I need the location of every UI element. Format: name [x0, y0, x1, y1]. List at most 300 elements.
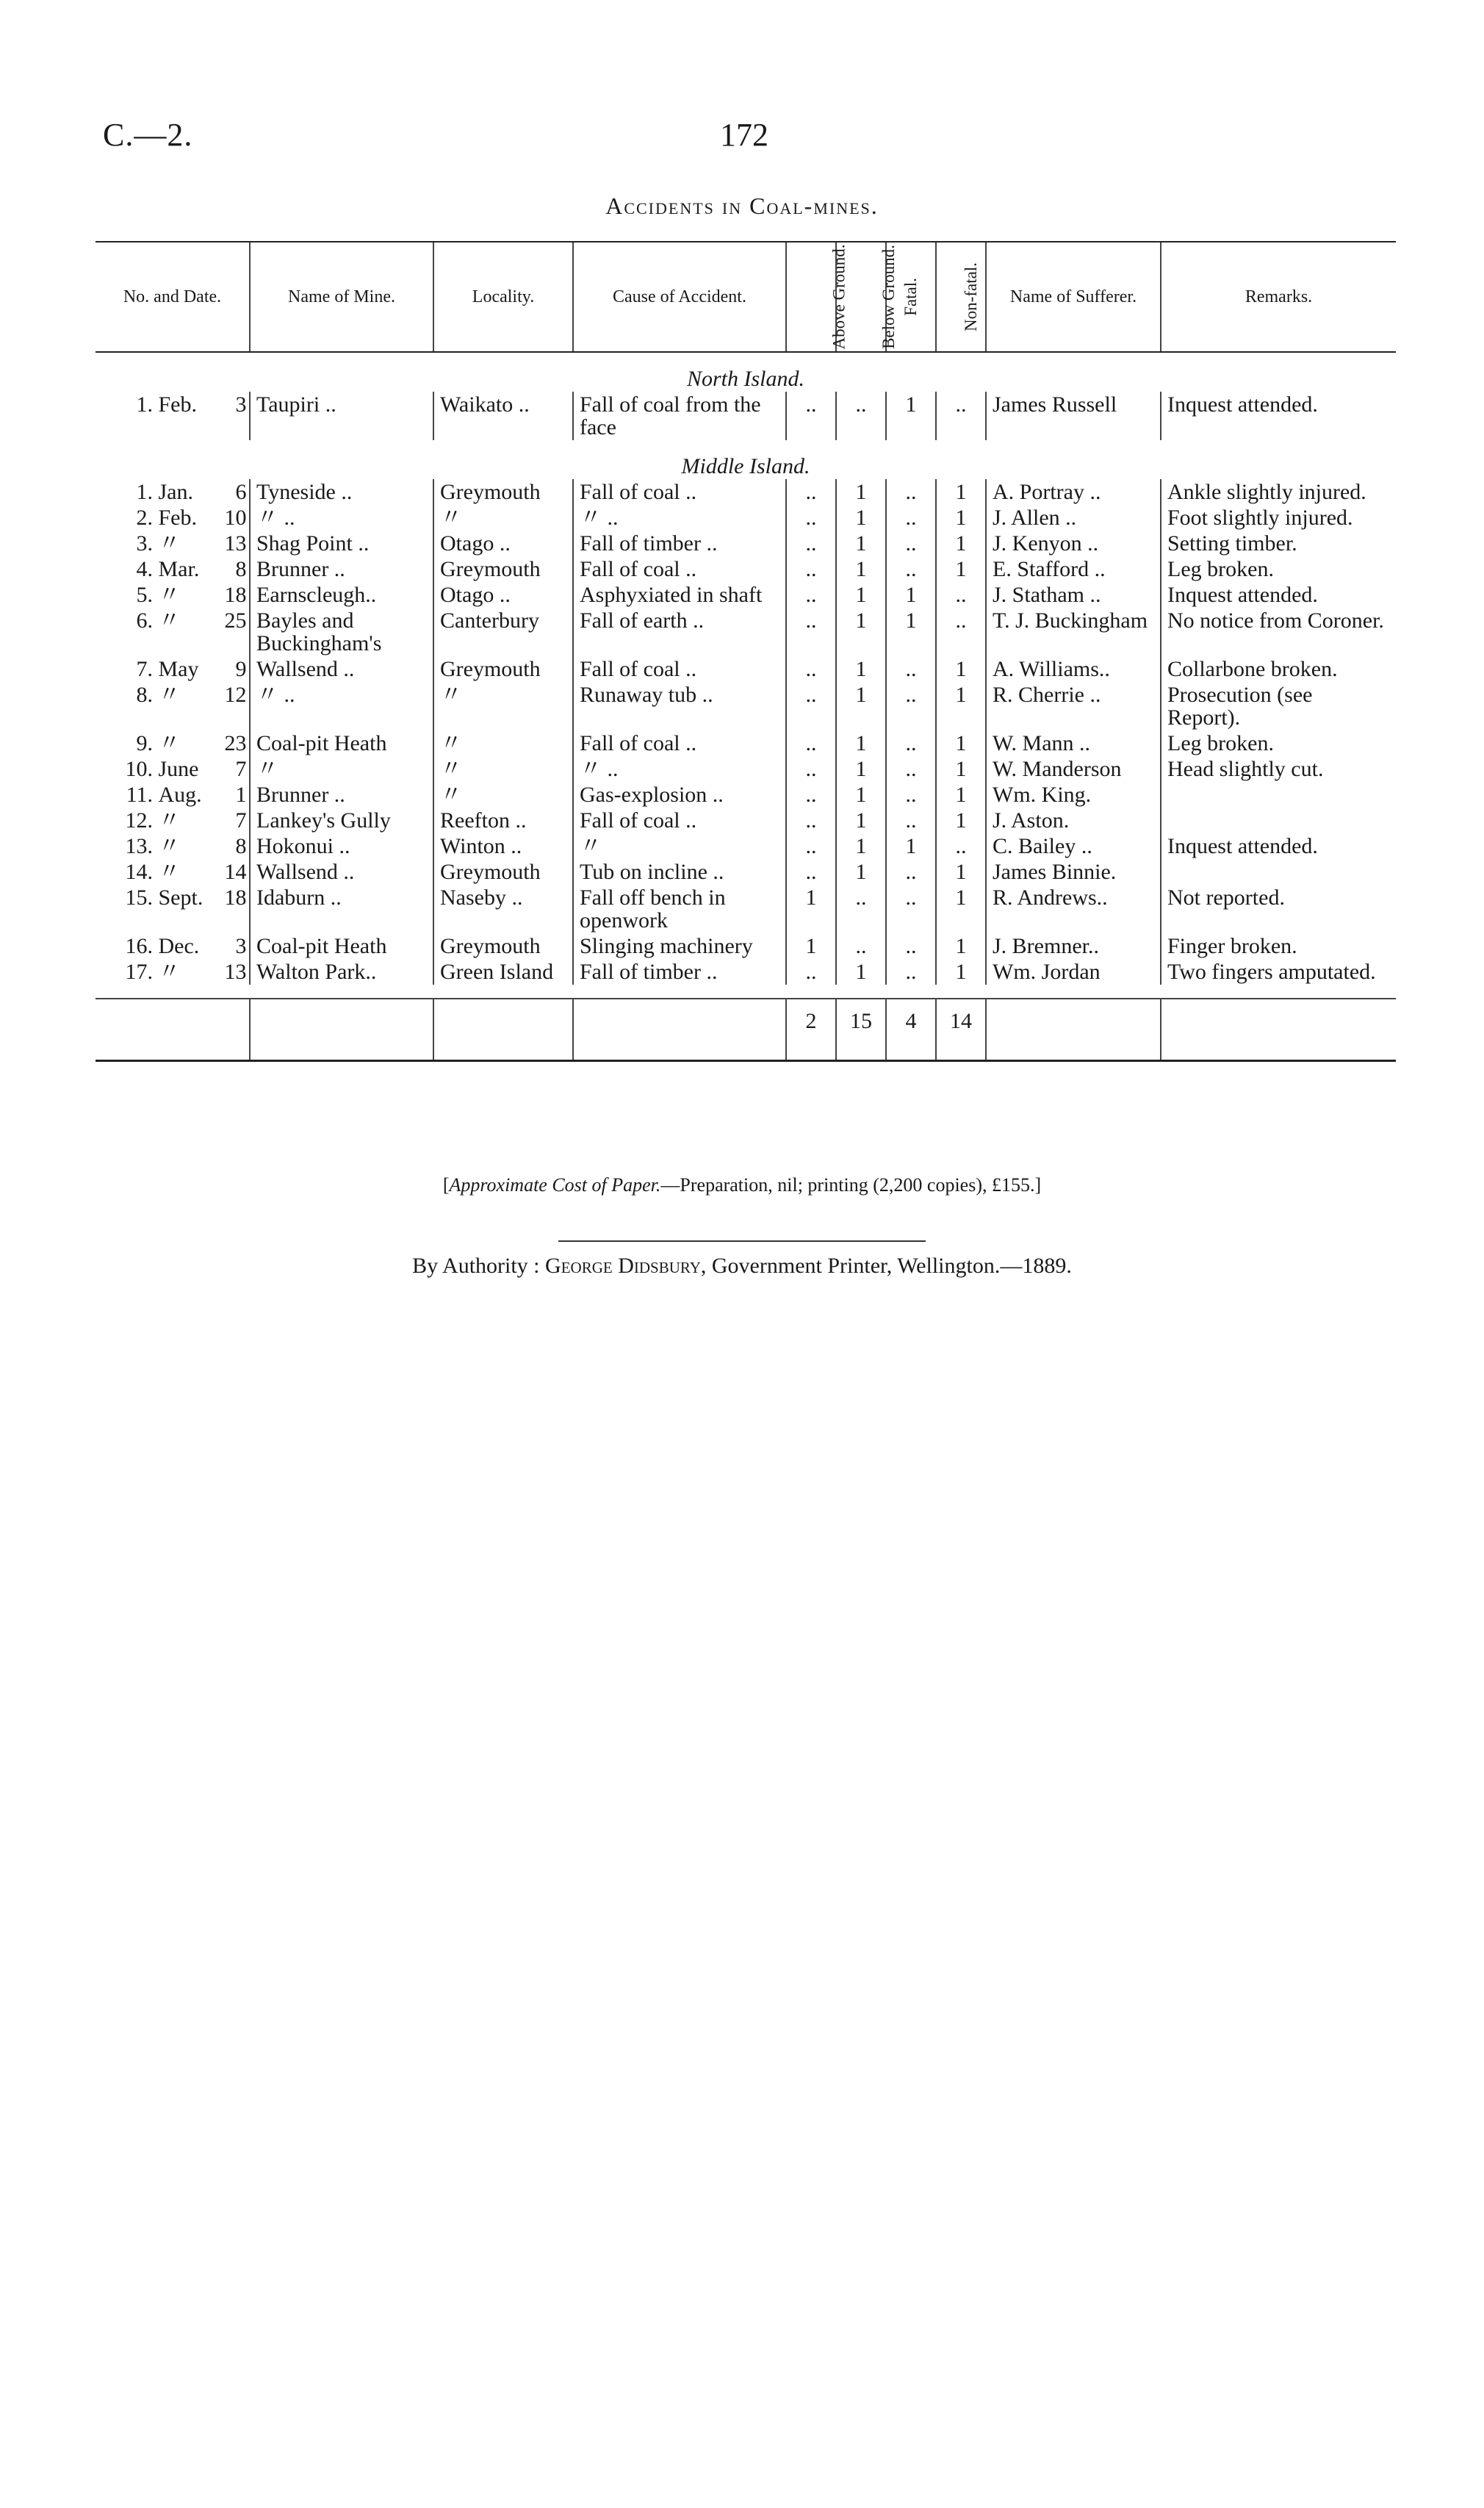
col-header-mine: Name of Mine.: [250, 242, 433, 352]
cell-cause: Asphyxiated in shaft: [573, 582, 786, 608]
cell-nonfatal: 1: [936, 959, 986, 985]
cell-remarks: Leg broken.: [1161, 556, 1396, 582]
entry-day: 8: [235, 834, 247, 858]
cell-no-date: [96, 531, 250, 556]
cell-fatal: ..: [886, 782, 936, 808]
entry-day: 13: [224, 960, 247, 984]
entry-number: 17.: [125, 960, 153, 984]
document-code: C.—2.: [103, 117, 193, 153]
totals-blank-cell: [573, 999, 786, 1041]
cell-sufferer: Wm. King.: [986, 782, 1161, 808]
entry-month: 〃: [158, 860, 181, 884]
table-row: [96, 730, 1396, 756]
totals-blank-cell: [96, 999, 250, 1041]
entry-day: 7: [235, 808, 247, 833]
entry-number: 9.: [136, 731, 153, 755]
entry-number: 16.: [125, 934, 153, 958]
cell-cause: Slinging machinery: [573, 933, 786, 959]
cell-fatal: ..: [886, 933, 936, 959]
cell-above: ..: [786, 392, 836, 440]
cell-sufferer: James Binnie.: [986, 859, 1161, 885]
entry-month: Aug.: [158, 783, 202, 807]
entry-month: Mar.: [158, 557, 200, 581]
total-below: 15: [836, 999, 886, 1041]
cell-sufferer: R. Andrews..: [986, 885, 1161, 933]
entry-month: 〃: [158, 808, 181, 833]
cell-locality: Greymouth: [433, 556, 573, 582]
cell-remarks: Two fingers amputated.: [1161, 959, 1396, 985]
entry-month: 〃: [158, 834, 181, 858]
cell-mine: Wallsend ..: [250, 656, 433, 682]
cell-nonfatal: 1: [936, 933, 986, 959]
cell-no-date: [96, 505, 250, 531]
cost-note-rest: —Preparation, nil; printing (2,200 copies), £155.: [660, 1174, 1035, 1196]
col-header-nonfatal: [936, 242, 986, 352]
entry-number: 4.: [136, 557, 153, 581]
entry-number: 14.: [125, 860, 153, 884]
spacer-row: [96, 985, 1396, 999]
cell-nonfatal: 1: [936, 808, 986, 833]
cell-above: ..: [786, 656, 836, 682]
cell-no-date: [96, 682, 250, 730]
table-row: [96, 479, 1396, 505]
entry-day: 25: [224, 608, 247, 633]
cell-below: ..: [836, 885, 886, 933]
cell-mine: Walton Park..: [250, 959, 433, 985]
section-heading-row: [96, 440, 1396, 479]
table-row: [96, 859, 1396, 885]
entry-day: 12: [224, 683, 247, 707]
authority-suffix: Government Printer, Wellington.—1889.: [711, 1254, 1072, 1278]
entry-month: Sept.: [158, 885, 203, 910]
section-heading-row: [96, 352, 1396, 392]
entry-month: 〃: [158, 531, 181, 556]
spacer-cell: [96, 985, 1396, 999]
cell-below: 1: [836, 608, 886, 656]
cell-sufferer: W. Mann ..: [986, 730, 1161, 756]
entry-day: 1: [235, 783, 247, 807]
cell-below: 1: [836, 782, 886, 808]
table-row: [96, 608, 1396, 656]
table-row: [96, 531, 1396, 556]
cell-no-date: [96, 782, 250, 808]
cost-note: [Approximate Cost of Paper.—Preparation, nil; printing (2,200 copies), £155.]: [442, 1174, 1042, 1196]
col-header-remarks: Remarks.: [1161, 242, 1396, 352]
cell-sufferer: J. Bremner..: [986, 933, 1161, 959]
cell-remarks: Not reported.: [1161, 885, 1396, 933]
entry-day: 3: [235, 934, 247, 958]
cell-above: ..: [786, 859, 836, 885]
table-end-rule: [96, 1041, 1396, 1061]
entry-number: 10.: [125, 757, 153, 781]
cell-remarks: [1161, 808, 1396, 833]
end-rule-cell: [96, 1041, 250, 1061]
cell-no-date: [96, 582, 250, 608]
cell-locality: Waikato ..: [433, 392, 573, 440]
cell-no-date: [96, 833, 250, 859]
cell-nonfatal: 1: [936, 656, 986, 682]
end-rule-cell: [786, 1041, 836, 1061]
cell-sufferer: W. Manderson: [986, 756, 1161, 782]
cell-remarks: Head slightly cut.: [1161, 756, 1396, 782]
end-rule-cell: [1161, 1041, 1396, 1061]
col-header-above-label: Above Ground.: [829, 243, 849, 350]
table-row: [96, 782, 1396, 808]
cell-cause: Fall of coal ..: [573, 556, 786, 582]
table-row: [96, 885, 1396, 933]
totals-blank-cell: [986, 999, 1161, 1041]
cell-remarks: [1161, 859, 1396, 885]
table-body: [96, 352, 1396, 1061]
table-row: [96, 833, 1396, 859]
cell-mine: Coal-pit Heath: [250, 933, 433, 959]
cell-fatal: ..: [886, 479, 936, 505]
cell-nonfatal: 1: [936, 505, 986, 531]
cell-sufferer: A. Williams..: [986, 656, 1161, 682]
cell-cause: Fall of coal ..: [573, 730, 786, 756]
cell-no-date: [96, 656, 250, 682]
entry-number: 11.: [126, 783, 153, 807]
cell-remarks: Foot slightly injured.: [1161, 505, 1396, 531]
cell-no-date: [96, 730, 250, 756]
cell-mine: Brunner ..: [250, 556, 433, 582]
printer-name: George Didsbury,: [545, 1254, 707, 1278]
cell-cause: Fall off bench in openwork: [573, 885, 786, 933]
col-header-fatal-label: Fatal.: [901, 277, 920, 316]
cell-nonfatal: 1: [936, 859, 986, 885]
cell-locality: Canterbury: [433, 608, 573, 656]
total-fatal: 4: [886, 999, 936, 1041]
cell-cause: Runaway tub ..: [573, 682, 786, 730]
entry-number: 7.: [136, 657, 153, 681]
cell-sufferer: E. Stafford ..: [986, 556, 1161, 582]
cell-cause: 〃 ..: [573, 756, 786, 782]
total-nonfatal: 14: [936, 999, 986, 1041]
cell-no-date: [96, 479, 250, 505]
entry-month: 〃: [158, 583, 181, 607]
cell-below: 1: [836, 756, 886, 782]
cell-below: 1: [836, 959, 886, 985]
cell-locality: 〃: [433, 782, 573, 808]
cell-above: ..: [786, 608, 836, 656]
end-rule-cell: [433, 1041, 573, 1061]
cell-below: 1: [836, 531, 886, 556]
entry-number: 6.: [136, 608, 153, 633]
cell-above: 1: [786, 933, 836, 959]
cell-below: 1: [836, 859, 886, 885]
cell-mine: Tyneside ..: [250, 479, 433, 505]
cell-locality: 〃: [433, 505, 573, 531]
end-rule-cell: [836, 1041, 886, 1061]
cell-sufferer: A. Portray ..: [986, 479, 1161, 505]
cell-sufferer: T. J. Buckingham: [986, 608, 1161, 656]
cell-locality: Greymouth: [433, 933, 573, 959]
cost-note-italic: Approximate Cost of Paper.: [449, 1174, 661, 1196]
cell-above: ..: [786, 556, 836, 582]
table-row: [96, 392, 1396, 440]
cell-fatal: 1: [886, 582, 936, 608]
cell-mine: 〃 ..: [250, 505, 433, 531]
cell-no-date: [96, 859, 250, 885]
cell-no-date: [96, 556, 250, 582]
entry-day: 18: [224, 583, 247, 607]
cell-nonfatal: ..: [936, 392, 986, 440]
cell-sufferer: J. Kenyon ..: [986, 531, 1161, 556]
cell-nonfatal: 1: [936, 885, 986, 933]
entry-number: 1.: [136, 392, 153, 417]
cell-no-date: [96, 959, 250, 985]
cell-locality: Green Island: [433, 959, 573, 985]
cell-remarks: Inquest attended.: [1161, 392, 1396, 440]
cell-below: 1: [836, 556, 886, 582]
cell-mine: 〃 ..: [250, 682, 433, 730]
cell-remarks: Inquest attended.: [1161, 582, 1396, 608]
cell-fatal: ..: [886, 808, 936, 833]
entry-day: 8: [235, 557, 247, 581]
entry-day: 23: [224, 731, 247, 755]
table-row: [96, 682, 1396, 730]
cell-below: 1: [836, 582, 886, 608]
col-header-below-label: Below Ground.: [879, 244, 898, 349]
cell-above: ..: [786, 531, 836, 556]
cell-fatal: ..: [886, 859, 936, 885]
cell-locality: 〃: [433, 730, 573, 756]
cell-nonfatal: 1: [936, 730, 986, 756]
table-row: [96, 556, 1396, 582]
table-row: [96, 959, 1396, 985]
entry-day: 14: [224, 860, 247, 884]
cell-cause: Fall of coal ..: [573, 656, 786, 682]
cell-no-date: [96, 608, 250, 656]
cell-remarks: Ankle slightly injured.: [1161, 479, 1396, 505]
cell-fatal: ..: [886, 959, 936, 985]
accidents-table: [96, 241, 1396, 1062]
cell-above: ..: [786, 782, 836, 808]
cell-above: ..: [786, 833, 836, 859]
cell-above: 1: [786, 885, 836, 933]
entry-day: 7: [235, 757, 247, 781]
entry-number: 8.: [136, 683, 153, 707]
cell-sufferer: C. Bailey ..: [986, 833, 1161, 859]
cell-above: ..: [786, 582, 836, 608]
entry-day: 3: [235, 392, 247, 417]
cell-fatal: ..: [886, 505, 936, 531]
cell-locality: Otago ..: [433, 531, 573, 556]
entry-day: 6: [235, 480, 247, 504]
cell-locality: Greymouth: [433, 479, 573, 505]
cell-sufferer: J. Statham ..: [986, 582, 1161, 608]
cell-locality: Reefton ..: [433, 808, 573, 833]
entry-number: 12.: [125, 808, 153, 833]
authority-prefix: By Authority :: [412, 1254, 540, 1278]
accidents-table-container: [96, 241, 1396, 1062]
entry-month: 〃: [158, 683, 181, 707]
totals-blank-cell: [250, 999, 433, 1041]
cell-above: ..: [786, 808, 836, 833]
cell-no-date: [96, 392, 250, 440]
col-header-no-date: No. and Date.: [96, 242, 250, 352]
table-row: [96, 756, 1396, 782]
section-heading: North Island.: [686, 367, 805, 391]
cell-below: 1: [836, 833, 886, 859]
cell-sufferer: J. Allen ..: [986, 505, 1161, 531]
cell-below: 1: [836, 808, 886, 833]
entry-number: 13.: [125, 834, 153, 858]
cell-above: ..: [786, 730, 836, 756]
col-header-sufferer: Name of Sufferer.: [986, 242, 1161, 352]
entry-day: 18: [224, 885, 247, 910]
totals-row: [96, 999, 1396, 1041]
cell-fatal: 1: [886, 392, 936, 440]
divider-rule: [558, 1240, 926, 1242]
cell-fatal: 1: [886, 833, 936, 859]
cell-below: 1: [836, 505, 886, 531]
cell-mine: Shag Point ..: [250, 531, 433, 556]
cell-fatal: ..: [886, 885, 936, 933]
table-row: [96, 582, 1396, 608]
cell-mine: 〃: [250, 756, 433, 782]
table-row: [96, 808, 1396, 833]
cell-below: 1: [836, 682, 886, 730]
cell-above: ..: [786, 682, 836, 730]
cell-cause: Fall of coal ..: [573, 479, 786, 505]
cell-cause: 〃: [573, 833, 786, 859]
cell-locality: Greymouth: [433, 656, 573, 682]
cell-locality: Greymouth: [433, 859, 573, 885]
entry-number: 2.: [136, 506, 153, 530]
table-row: [96, 656, 1396, 682]
cell-nonfatal: 1: [936, 756, 986, 782]
cell-sufferer: R. Cherrie ..: [986, 682, 1161, 730]
authority-line: [0, 1254, 1484, 1279]
cell-fatal: ..: [886, 531, 936, 556]
cell-below: 1: [836, 730, 886, 756]
cell-remarks: Leg broken.: [1161, 730, 1396, 756]
cell-mine: Taupiri ..: [250, 392, 433, 440]
cell-fatal: ..: [886, 682, 936, 730]
cell-locality: Naseby ..: [433, 885, 573, 933]
cell-no-date: [96, 808, 250, 833]
cell-sufferer: Wm. Jordan: [986, 959, 1161, 985]
cell-cause: Fall of coal ..: [573, 808, 786, 833]
table-title: Accidents in Coal-mines.: [605, 193, 879, 219]
entry-number: 5.: [136, 583, 153, 607]
cell-fatal: ..: [886, 656, 936, 682]
entry-month: Feb.: [158, 506, 197, 530]
entry-number: 1.: [136, 480, 153, 504]
cell-below: 1: [836, 656, 886, 682]
cell-mine: Wallsend ..: [250, 859, 433, 885]
cell-mine: Brunner ..: [250, 782, 433, 808]
cell-below: 1: [836, 479, 886, 505]
cell-fatal: 1: [886, 608, 936, 656]
cell-fatal: ..: [886, 556, 936, 582]
end-rule-cell: [986, 1041, 1161, 1061]
entry-month: 〃: [158, 608, 181, 633]
cell-above: ..: [786, 505, 836, 531]
entry-month: Dec.: [158, 934, 200, 958]
cell-above: ..: [786, 479, 836, 505]
section-heading: Middle Island.: [681, 454, 810, 478]
entry-number: 3.: [136, 531, 153, 556]
cell-nonfatal: ..: [936, 582, 986, 608]
cell-mine: Bayles and Buckingham's: [250, 608, 433, 656]
entry-day: 9: [235, 657, 247, 681]
cell-mine: Lankey's Gully: [250, 808, 433, 833]
table-header-row: [96, 242, 1396, 352]
col-header-cause: Cause of Accident.: [573, 242, 786, 352]
cell-locality: Otago ..: [433, 582, 573, 608]
entry-day: 10: [224, 506, 247, 530]
cell-no-date: [96, 756, 250, 782]
cell-cause: Fall of timber ..: [573, 959, 786, 985]
col-header-nonfatal-label: Non-fatal.: [961, 262, 980, 331]
col-header-locality: Locality.: [433, 242, 573, 352]
cell-mine: Coal-pit Heath: [250, 730, 433, 756]
cell-remarks: No notice from Coroner.: [1161, 608, 1396, 656]
cell-remarks: Inquest attended.: [1161, 833, 1396, 859]
page-number: 172: [720, 117, 768, 153]
table-row: [96, 505, 1396, 531]
entry-day: 13: [224, 531, 247, 556]
cell-below: ..: [836, 392, 886, 440]
end-rule-cell: [936, 1041, 986, 1061]
cell-nonfatal: 1: [936, 556, 986, 582]
cell-remarks: Collarbone broken.: [1161, 656, 1396, 682]
entry-month: Jan.: [158, 480, 193, 504]
cell-cause: Gas-explosion ..: [573, 782, 786, 808]
entry-number: 15.: [125, 885, 153, 910]
total-above: 2: [786, 999, 836, 1041]
entry-month: Feb.: [158, 392, 197, 417]
cell-cause: Fall of earth ..: [573, 608, 786, 656]
cell-remarks: [1161, 782, 1396, 808]
cell-nonfatal: 1: [936, 682, 986, 730]
cell-sufferer: J. Aston.: [986, 808, 1161, 833]
cell-locality: 〃: [433, 682, 573, 730]
cell-above: ..: [786, 756, 836, 782]
end-rule-cell: [573, 1041, 786, 1061]
cell-no-date: [96, 933, 250, 959]
cell-sufferer: James Russell: [986, 392, 1161, 440]
cell-remarks: Finger broken.: [1161, 933, 1396, 959]
cell-below: ..: [836, 933, 886, 959]
cell-fatal: ..: [886, 756, 936, 782]
cell-nonfatal: 1: [936, 531, 986, 556]
cell-nonfatal: 1: [936, 782, 986, 808]
col-header-above: [786, 242, 849, 352]
table-row: [96, 933, 1396, 959]
cell-locality: 〃: [433, 756, 573, 782]
cell-locality: Winton ..: [433, 833, 573, 859]
cell-cause: Fall of coal from the face: [573, 392, 786, 440]
cell-fatal: ..: [886, 730, 936, 756]
entry-month: 〃: [158, 960, 181, 984]
cell-mine: Earnscleugh..: [250, 582, 433, 608]
cell-remarks: Prosecution (see Report).: [1161, 682, 1396, 730]
cell-nonfatal: 1: [936, 479, 986, 505]
cell-above: ..: [786, 959, 836, 985]
cell-cause: Fall of timber ..: [573, 531, 786, 556]
cell-mine: Hokonui ..: [250, 833, 433, 859]
totals-blank-cell: [433, 999, 573, 1041]
cell-mine: Idaburn ..: [250, 885, 433, 933]
cell-remarks: Setting timber.: [1161, 531, 1396, 556]
cell-no-date: [96, 885, 250, 933]
totals-blank-cell: [1161, 999, 1396, 1041]
end-rule-cell: [886, 1041, 936, 1061]
entry-month: May: [158, 657, 199, 681]
